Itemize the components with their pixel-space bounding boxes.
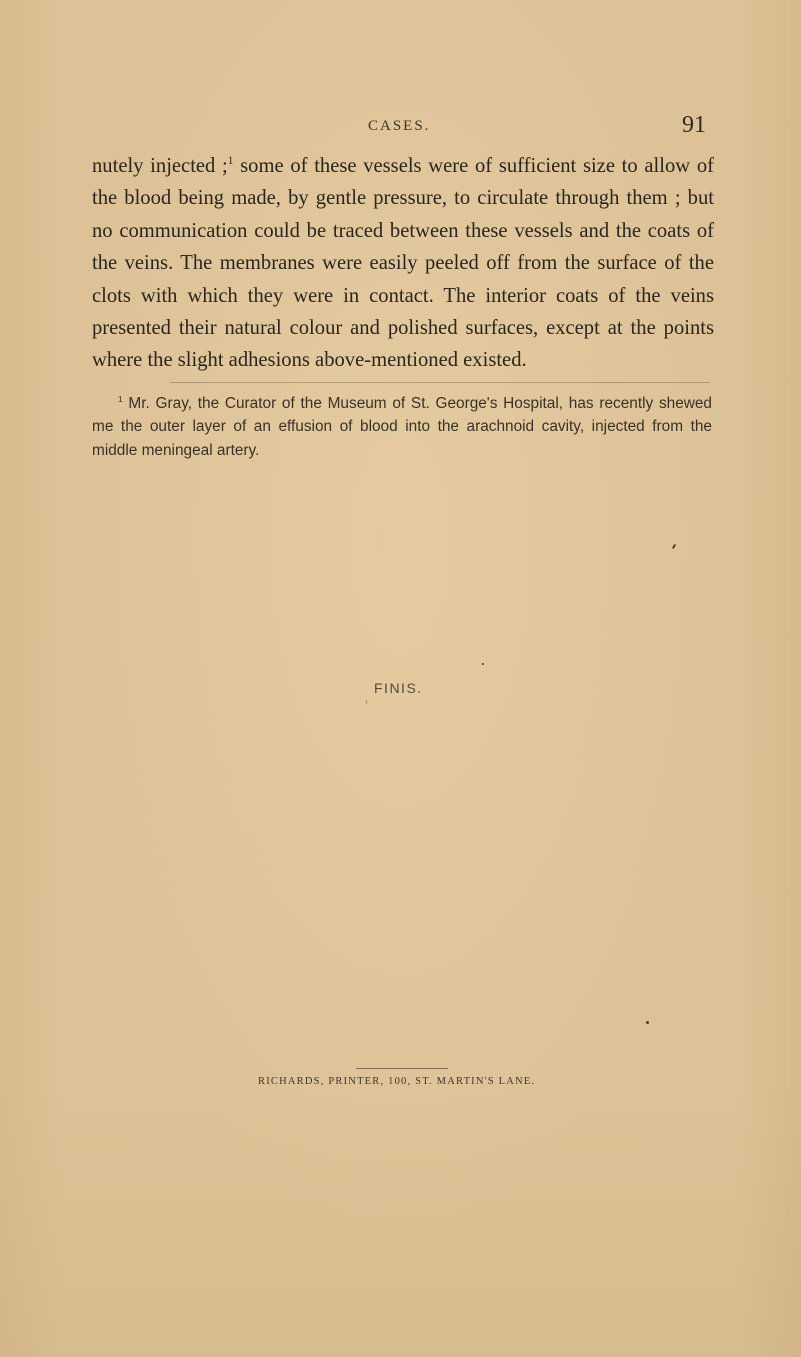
paper-speck bbox=[482, 663, 484, 665]
footnote-reference: 1 bbox=[227, 155, 234, 168]
paper-speck bbox=[646, 1021, 649, 1024]
imprint-divider bbox=[356, 1068, 448, 1069]
paper-speck bbox=[366, 700, 367, 704]
body-paragraph-rest: some of these vessels were of sufficient size to allow of the blood being made, by gentle pressure, to circulate through them ; but no communication could be traced between these vessels and the coats of the veins. The membranes were easily peeled off from the surface of the clots with which they were in contact. The interior coats of the veins presented their natural colour and polished surfaces, except at the points where the slight adhesions above-mentioned existed. bbox=[92, 155, 714, 372]
running-head bbox=[92, 112, 712, 144]
body-paragraph bbox=[92, 150, 714, 377]
page-number: 91 bbox=[682, 112, 706, 138]
footnote-marker: 1 bbox=[118, 394, 123, 405]
paper-speck bbox=[672, 544, 676, 549]
running-title: CASES. bbox=[368, 118, 431, 134]
body-paragraph-start: nutely injected ; bbox=[92, 155, 228, 177]
printer-imprint: RICHARDS, PRINTER, 100, ST. MARTIN'S LANE. bbox=[258, 1076, 536, 1087]
finis-label: FINIS. bbox=[374, 680, 423, 696]
footnote bbox=[92, 392, 712, 462]
footnote-text: Mr. Gray, the Curator of the Museum of St. George's Hospital, has recently shewed me the outer layer of an effusion of blood into the arachnoid cavity, injected from the middle meningeal artery. bbox=[92, 395, 712, 459]
footnote-divider bbox=[170, 382, 710, 383]
